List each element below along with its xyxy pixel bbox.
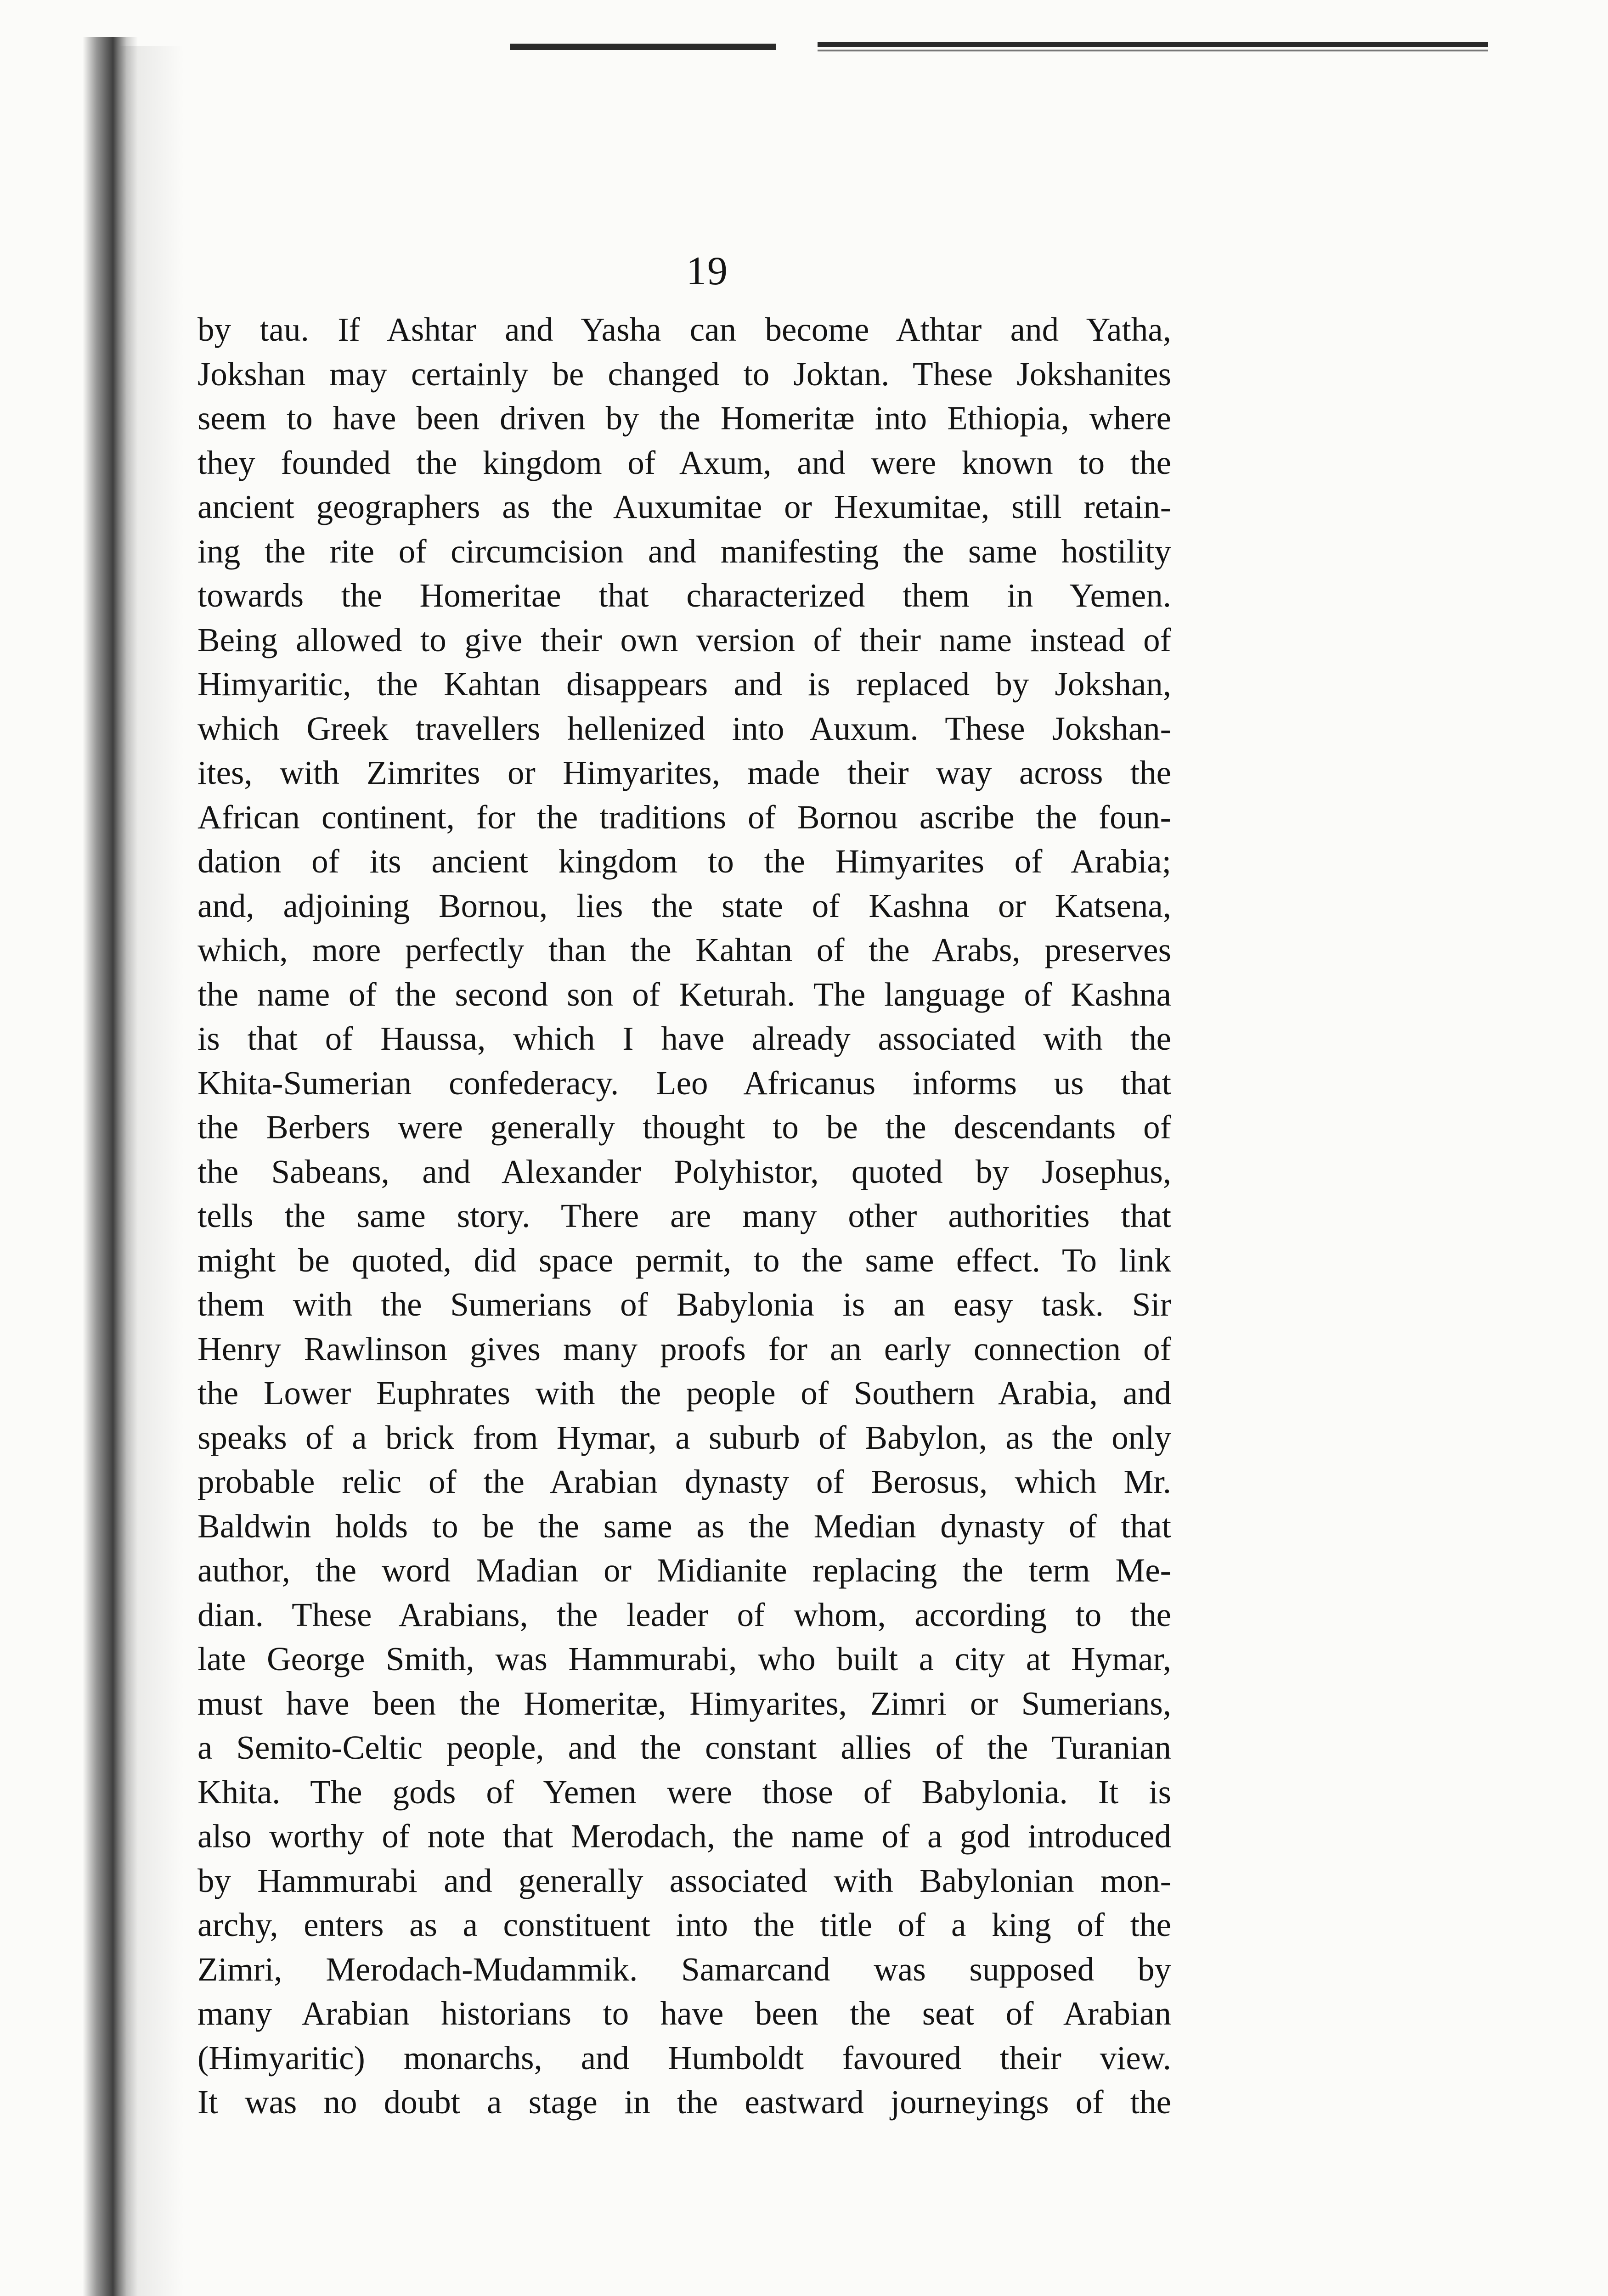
text-line: dation of its ancient kingdom to the Himyarites of Arabia;	[197, 843, 1171, 880]
top-rule-right	[818, 42, 1488, 47]
text-line: is that of Haussa, which I have already associated with the	[197, 1020, 1171, 1057]
page-number: 19	[686, 249, 728, 293]
text-line: Jokshan may certainly be changed to Joktan. These Jokshanites	[197, 355, 1171, 393]
text-line: also worthy of note that Merodach, the name of a god introduced	[197, 1818, 1171, 1855]
text-line: (Himyaritic) monarchs, and Humboldt favoured their view.	[197, 2039, 1171, 2077]
text-line: Zimri, Merodach-Mudammik. Samarcand was supposed by	[197, 1950, 1171, 1988]
text-line: by tau. If Ashtar and Yasha can become Athtar and Yatha,	[197, 311, 1171, 348]
text-line: speaks of a brick from Hymar, a suburb of Babylon, as the only	[197, 1418, 1171, 1456]
text-line: the name of the second son of Keturah. The language of Kashna	[197, 975, 1171, 1013]
text-line: which, more perfectly than the Kahtan of the Arabs, preserves	[197, 931, 1171, 968]
binding-shadow	[119, 46, 184, 2296]
text-line: them with the Sumerians of Babylonia is an easy task. Sir	[197, 1286, 1171, 1323]
top-rule-right-thin	[818, 50, 1488, 51]
text-line: the Lower Euphrates with the people of Southern Arabia, and	[197, 1374, 1171, 1412]
text-line: towards the Homeritae that characterized them in Yemen.	[197, 577, 1171, 614]
text-line: author, the word Madian or Midianite replacing the term Me-	[197, 1552, 1171, 1589]
text-line: Henry Rawlinson gives many proofs for an early connection of	[197, 1330, 1171, 1367]
text-line: Being allowed to give their own version of their name instead of	[197, 621, 1171, 658]
text-line: the Berbers were generally thought to be the descendants of	[197, 1109, 1171, 1146]
top-rule-left	[510, 44, 776, 50]
text-line: ing the rite of circumcision and manifesting the same hostility	[197, 532, 1171, 570]
text-line: Himyaritic, the Kahtan disappears and is replaced by Jokshan,	[197, 665, 1171, 703]
text-line: must have been the Homeritæ, Himyarites, Zimri or Sumerians,	[197, 1684, 1171, 1722]
text-line: they founded the kingdom of Axum, and were known to the	[197, 444, 1171, 481]
text-line: dian. These Arabians, the leader of whom, according to the	[197, 1596, 1171, 1633]
text-line: the Sabeans, and Alexander Polyhistor, quoted by Josephus,	[197, 1153, 1171, 1190]
text-line: Khita-Sumerian confederacy. Leo Africanus informs us that	[197, 1064, 1171, 1102]
text-line: by Hammurabi and generally associated with Babylonian mon-	[197, 1862, 1171, 1899]
text-line: ancient geographers as the Auxumitae or Hexumitae, still retain-	[197, 488, 1171, 525]
text-line: archy, enters as a constituent into the title of a king of the	[197, 1906, 1171, 1943]
text-line: tells the same story. There are many other authorities that	[197, 1197, 1171, 1234]
text-line: It was no doubt a stage in the eastward journeyings of the	[197, 2083, 1171, 2121]
text-line: a Semito-Celtic people, and the constant allies of the Turanian	[197, 1729, 1171, 1766]
text-line: Baldwin holds to be the same as the Median dynasty of that	[197, 1507, 1171, 1545]
text-line: many Arabian historians to have been the seat of Arabian	[197, 1995, 1171, 2032]
text-line: late George Smith, was Hammurabi, who built a city at Hymar,	[197, 1640, 1171, 1677]
text-line: Khita. The gods of Yemen were those of Babylonia. It is	[197, 1773, 1171, 1811]
text-line: seem to have been driven by the Homeritæ into Ethiopia, where	[197, 400, 1171, 437]
body-text	[197, 308, 1171, 2125]
text-line: African continent, for the traditions of Bornou ascribe the foun-	[197, 798, 1171, 836]
text-line: which Greek travellers hellenized into Auxum. These Jokshan-	[197, 709, 1171, 747]
text-line: and, adjoining Bornou, lies the state of Kashna or Katsena,	[197, 887, 1171, 924]
text-line: might be quoted, did space permit, to the same effect. To link	[197, 1241, 1171, 1279]
text-line: ites, with Zimrites or Himyarites, made their way across the	[197, 754, 1171, 791]
text-line: probable relic of the Arabian dynasty of Berosus, which Mr.	[197, 1463, 1171, 1500]
